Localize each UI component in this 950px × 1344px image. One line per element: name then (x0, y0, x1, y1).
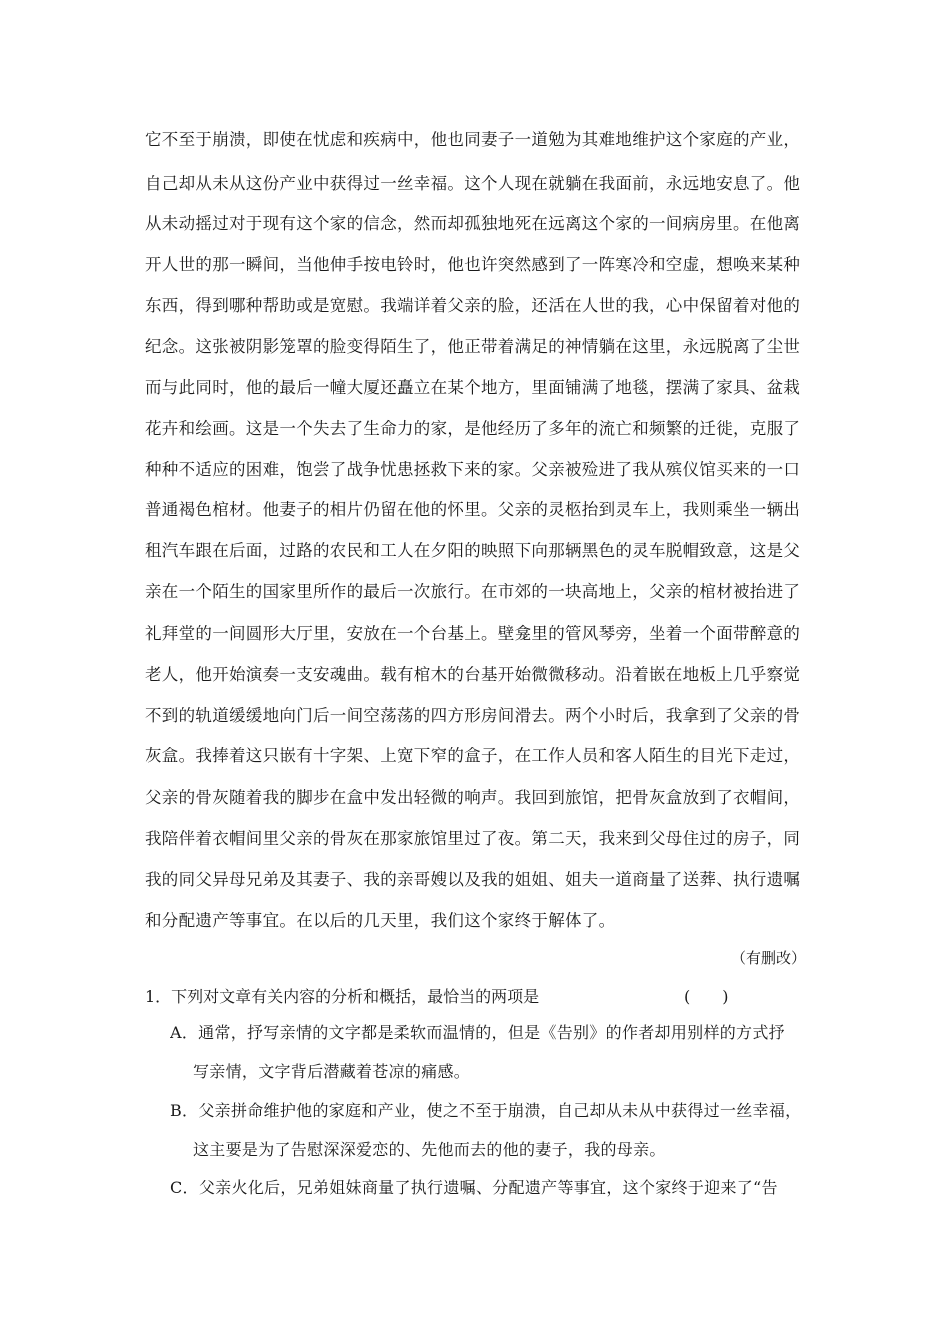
passage-line: 自己却从未从这份产业中获得过一丝幸福。这个人现在就躺在我面前，永远地安息了。他 (145, 174, 801, 193)
passage-line: 而与此同时，他的最后一幢大厦还矗立在某个地方，里面铺满了地毯，摆满了家具、盆栽 (145, 378, 801, 397)
revision-note: （有删改） (730, 949, 806, 967)
passage-line: 花卉和绘画。这是一个失去了生命力的家，是他经历了多年的流亡和频繁的迁徙，克服了 (145, 419, 801, 438)
option-a-line-1: A．通常，抒写亲情的文字都是柔软而温情的，但是《告别》的作者却用别样的方式抒 (170, 1023, 785, 1042)
passage-line: 亲在一个陌生的国家里所作的最后一次旅行。在市郊的一块高地上，父亲的棺材被抬进了 (145, 582, 801, 601)
passage-line: 礼拜堂的一间圆形大厅里，安放在一个台基上。壁龛里的管风琴旁，坐着一个面带醉意的 (145, 624, 801, 643)
passage-line: 灰盒。我捧着这只嵌有十字架、上宽下窄的盒子，在工作人员和客人陌生的目光下走过， (145, 746, 801, 765)
passage-line: 开人世的那一瞬间，当他伸手按电铃时，他也许突然感到了一阵寒冷和空虚，想唤来某种 (145, 255, 801, 274)
passage-line: 纪念。这张被阴影笼罩的脸变得陌生了，他正带着满足的神情躺在这里，永远脱离了尘世 (145, 337, 801, 356)
passage-line: 东西，得到哪种帮助或是宽慰。我端详着父亲的脸，还活在人世的我，心中保留着对他的 (145, 296, 801, 315)
passage-line: 它不至于崩溃，即使在忧虑和疾病中，他也同妻子一道勉为其难地维护这个家庭的产业， (145, 130, 801, 149)
passage-line: 我的同父异母兄弟及其妻子、我的亲哥嫂以及我的姐姐、姐夫一道商量了送葬、执行遗嘱 (145, 870, 801, 889)
answer-bracket: ( ) (684, 987, 729, 1006)
passage-line: 我陪伴着衣帽间里父亲的骨灰在那家旅馆里过了夜。第二天，我来到父母住过的房子，同 (145, 829, 801, 848)
question-stem: 1．下列对文章有关内容的分析和概括，最恰当的两项是 (145, 987, 540, 1006)
option-b-line-2: 这主要是为了告慰深深爱恋的、先他而去的他的妻子，我的母亲。 (193, 1140, 666, 1159)
option-a-line-2: 写亲情，文字背后潜藏着苍凉的痛感。 (193, 1062, 471, 1081)
passage-line: 老人，他开始演奏一支安魂曲。载有棺木的台基开始微微移动。沿着嵌在地板上几乎察觉 (145, 665, 801, 684)
passage-line: 种种不适应的困难，饱尝了战争忧患拯救下来的家。父亲被殓进了我从殡仪馆买来的一口 (145, 460, 801, 479)
passage-line: 父亲的骨灰随着我的脚步在盒中发出轻微的响声。我回到旅馆，把骨灰盒放到了衣帽间， (145, 788, 801, 807)
option-b-line-1: B．父亲拼命维护他的家庭和产业，使之不至于崩溃，自己却从未从中获得过一丝幸福， (170, 1101, 802, 1120)
passage-line: 普通褐色棺材。他妻子的相片仍留在他的怀里。父亲的灵柩抬到灵车上，我则乘坐一辆出 (145, 500, 801, 519)
option-c-line-1: C．父亲火化后，兄弟姐妹商量了执行遗嘱、分配遗产等事宜，这个家终于迎来了“告 (170, 1178, 778, 1197)
passage-line: 租汽车跟在后面，过路的农民和工人在夕阳的映照下向那辆黑色的灵车脱帽致意，这是父 (145, 541, 801, 560)
passage-line: 从未动摇过对于现有这个家的信念，然而却孤独地死在远离这个家的一间病房里。在他离 (145, 214, 801, 233)
passage-line: 和分配遗产等事宜。在以后的几天里，我们这个家终于解体了。 (145, 911, 616, 930)
passage-line: 不到的轨道缓缓地向门后一间空荡荡的四方形房间滑去。两个小时后，我拿到了父亲的骨 (145, 706, 801, 725)
